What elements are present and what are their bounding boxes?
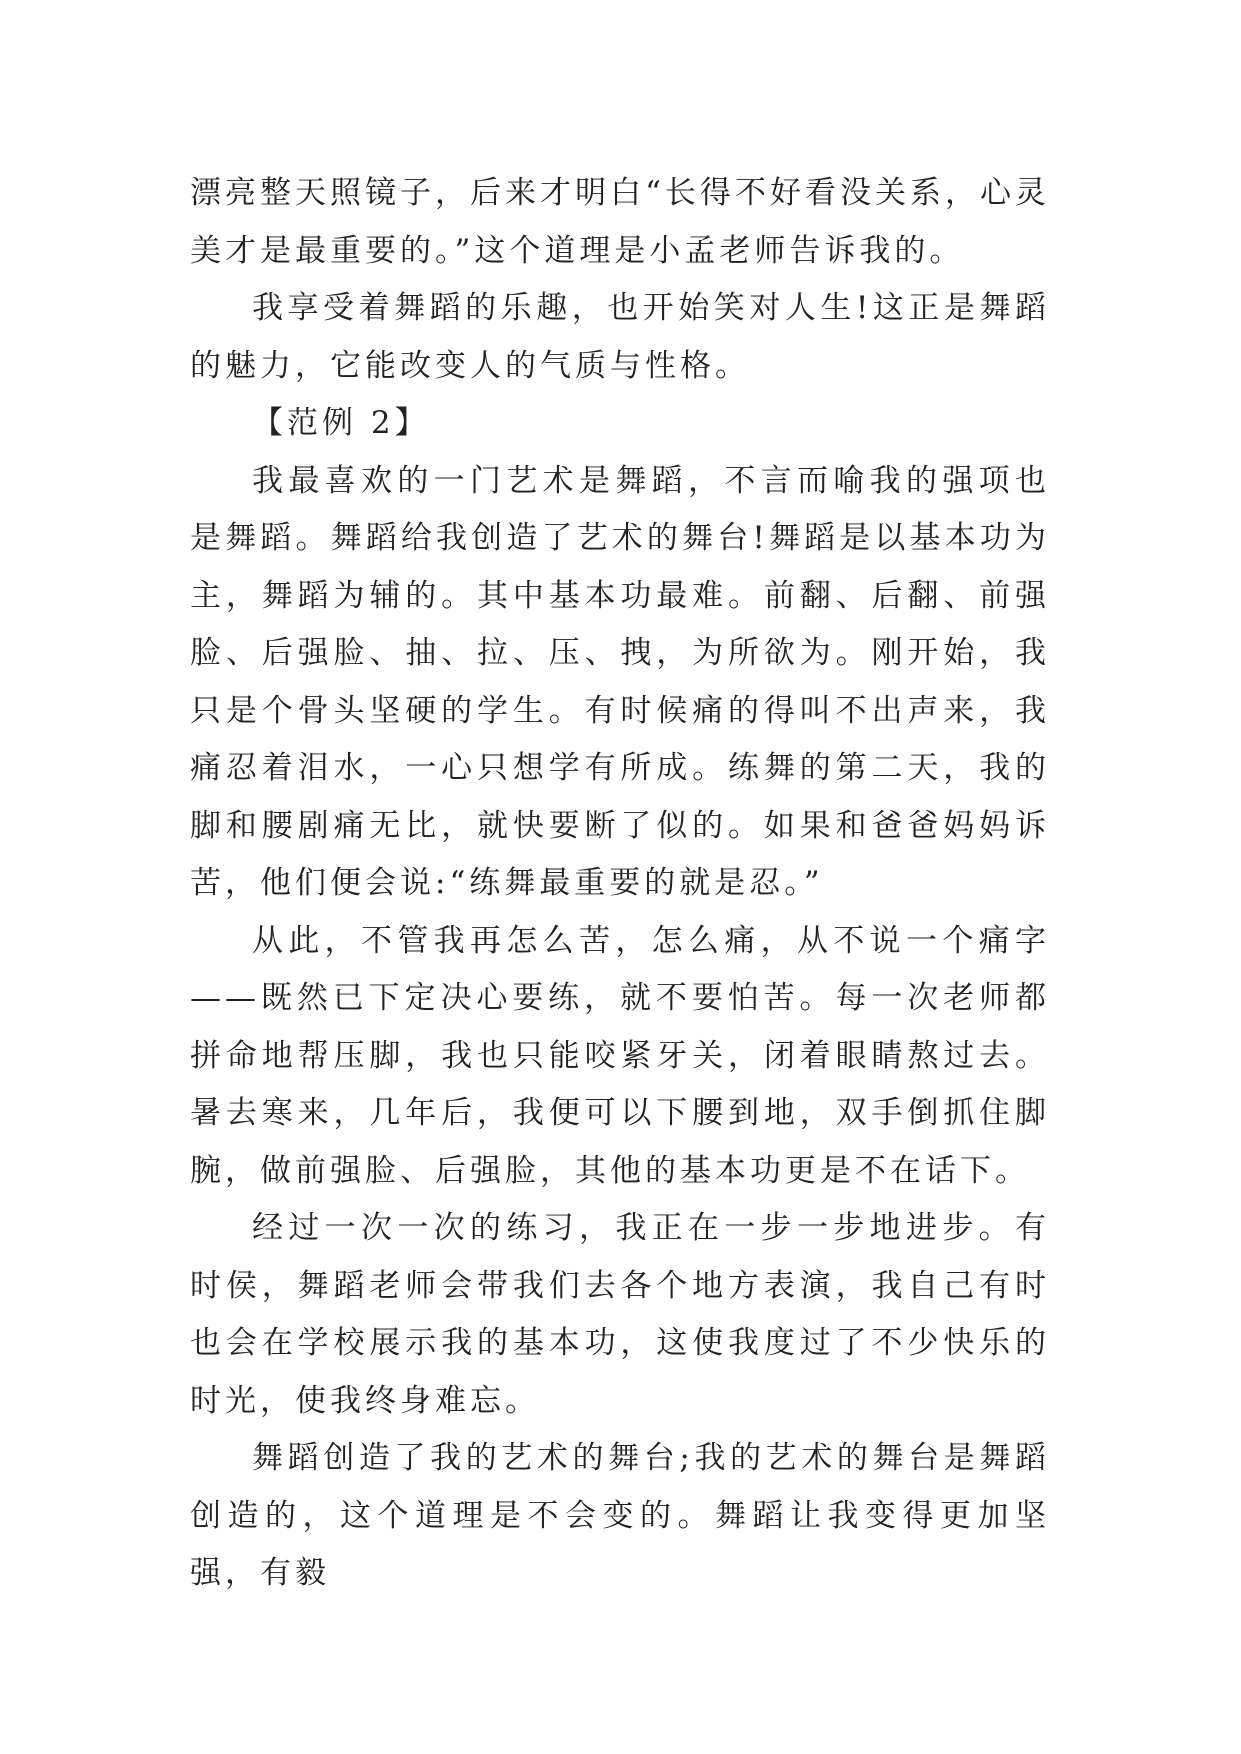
document-page [190, 165, 1050, 1603]
paragraph: 我最喜欢的一门艺术是舞蹈，不言而喻我的强项也是舞蹈。舞蹈给我创造了艺术的舞台!舞蹈是以基本功为主，舞蹈为辅的。其中基本功最难。前翻、后翻、前强脸、后强脸、抽、拉、压、拽，为所欲为。刚开始，我只是个骨头坚硬的学生。有时候痛的得叫不出声来，我痛忍着泪水，一心只想学有所成。练舞的第二天，我的脚和腰剧痛无比，就快要断了似的。如果和爸爸妈妈诉苦，他们便会说:“练舞最重要的就是忍。” [190, 462, 1050, 901]
paragraph: 我享受着舞蹈的乐趣，也开始笑对人生!这正是舞蹈的魅力，它能改变人的气质与性格。 [190, 290, 1050, 384]
paragraph: 经过一次一次的练习，我正在一步一步地进步。有时侯，舞蹈老师会带我们去各个地方表演，我自己有时也会在学校展示我的基本功，这使我度过了不少快乐的时光，使我终身难忘。 [190, 1210, 1050, 1419]
paragraph: 舞蹈创造了我的艺术的舞台;我的艺术的舞台是舞蹈创造的，这个道理是不会变的。舞蹈让我变得更加坚强，有毅 [190, 1440, 1050, 1591]
section-heading: 【范例 2】 [252, 405, 430, 441]
paragraph: 从此，不管我再怎么苦，怎么痛，从不说一个痛字——既然已下定决心要练，就不要怕苦。每一次老师都拼命地帮压脚，我也只能咬紧牙关，闭着眼睛熬过去。暑去寒来，几年后，我便可以下腰到地，双手倒抓住脚腕，做前强脸、后强脸，其他的基本功更是不在话下。 [190, 922, 1050, 1189]
paragraph-continuation: 漂亮整天照镜子，后来才明白“长得不好看没关系，心灵美才是最重要的。”这个道理是小孟老师告诉我的。 [190, 175, 1050, 269]
